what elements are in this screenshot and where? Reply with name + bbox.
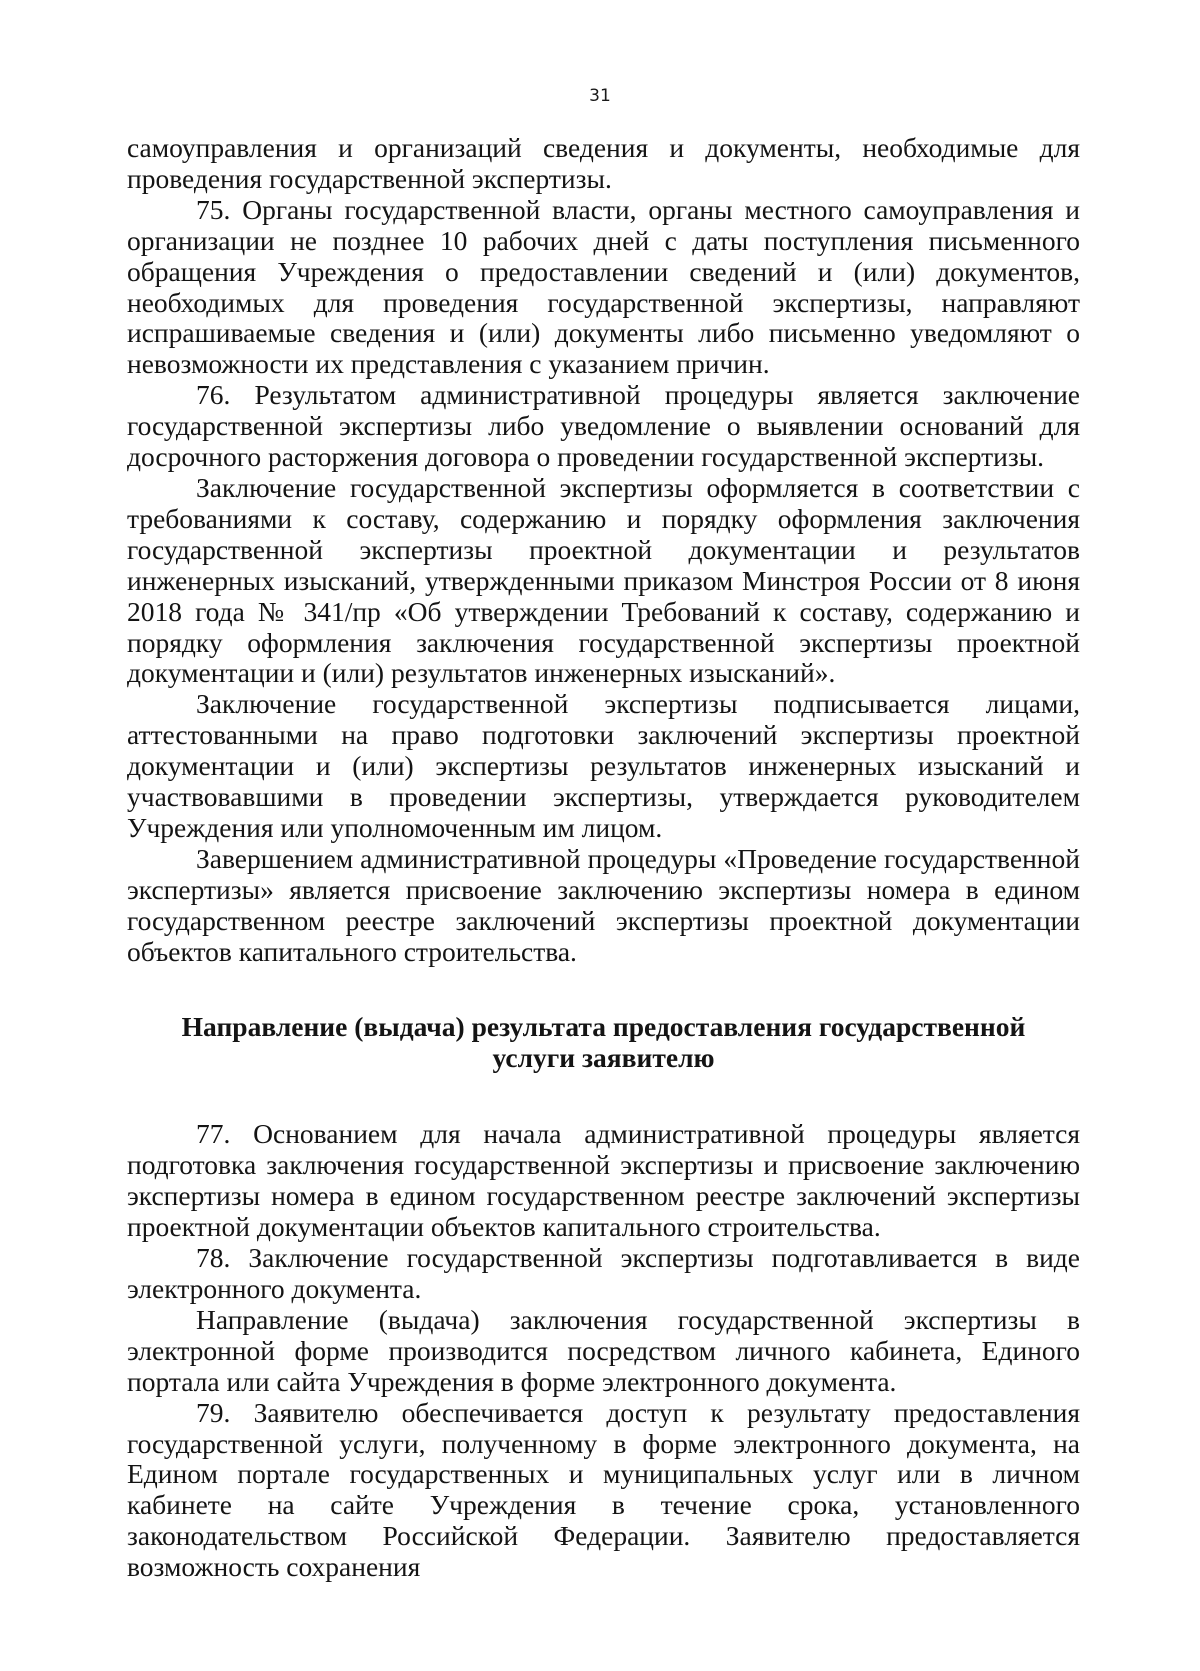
paragraph-delivery: Направление (выдача) заключения государственной экспертизы в электронной форме производится посредством личного кабинета, Единого портала или сайта Учреждения в форме электронного документа. (127, 1303, 1080, 1397)
paragraph-76: 76. Результатом административной процедуры является заключение государственной экспертизы либо уведомление о выявлении оснований для досрочного расторжения договора о проведении государственной экспертизы. (127, 379, 1080, 473)
section-heading (127, 1011, 1080, 1073)
page-number: 31 (589, 86, 611, 106)
section-heading-line-2: услуги заявителю (492, 1042, 715, 1074)
paragraph-77: 77. Основанием для начала административной процедуры является подготовка заключения государственной экспертизы и присвоение заключению экспертизы номера в едином государственном реестре заключений экспертизы проектной документации объектов капитального строительства. (127, 1118, 1080, 1243)
paragraph-conclusion-signing: Заключение государственной экспертизы подписывается лицами, аттестованными на право подготовки заключений экспертизы проектной документации и (или) экспертизы результатов инженерных изысканий и участвовавшими в проведении экспертизы, утверждается руководителем Учреждения или уполномоченным им лицом. (127, 688, 1080, 843)
section-heading-line-1: Направление (выдача) результата предоставления государственной (181, 1011, 1026, 1043)
document-body (127, 133, 1080, 1583)
paragraph-procedure-completion: Завершением административной процедуры «Проведение государственной экспертизы» является присвоение заключению экспертизы номера в едином государственном реестре заключений экспертизы проектной документации объектов капитального строительства. (127, 842, 1080, 967)
paragraph-continuation: самоуправления и организаций сведения и документы, необходимые для проведения государственной экспертизы. (127, 132, 1080, 194)
paragraph-conclusion-format: Заключение государственной экспертизы оформляется в соответствии с требованиями к составу, содержанию и порядку оформления заключения государственной экспертизы проектной документации и результатов инженерных изысканий, утвержденными приказом Минстроя России от 8 июня 2018 года № 341/пр «Об утверждении Требований к составу, содержанию и порядку оформления заключения государственной экспертизы проектной документации и (или) результатов инженерных изысканий». (127, 471, 1080, 689)
paragraph-75: 75. Органы государственной власти, органы местного самоуправления и организации не позднее 10 рабочих дней с даты поступления письменного обращения Учреждения о предоставлении сведений и (или) документов, необходимых для проведения государственной экспертизы, направляют испрашиваемые сведения и (или) документы либо письменно уведомляют о невозможности их представления с указанием причин. (127, 193, 1080, 380)
paragraph-79: 79. Заявителю обеспечивается доступ к результату предоставления государственной услуги, полученному в форме электронного документа, на Едином портале государственных и муниципальных услуг или в личном кабинете на сайте Учреждения в течение срока, установленного законодательством Российской Федерации. Заявителю предоставляется возможность сохранения (127, 1396, 1080, 1583)
paragraph-78: 78. Заключение государственной экспертизы подготавливается в виде электронного документа. (127, 1242, 1080, 1304)
